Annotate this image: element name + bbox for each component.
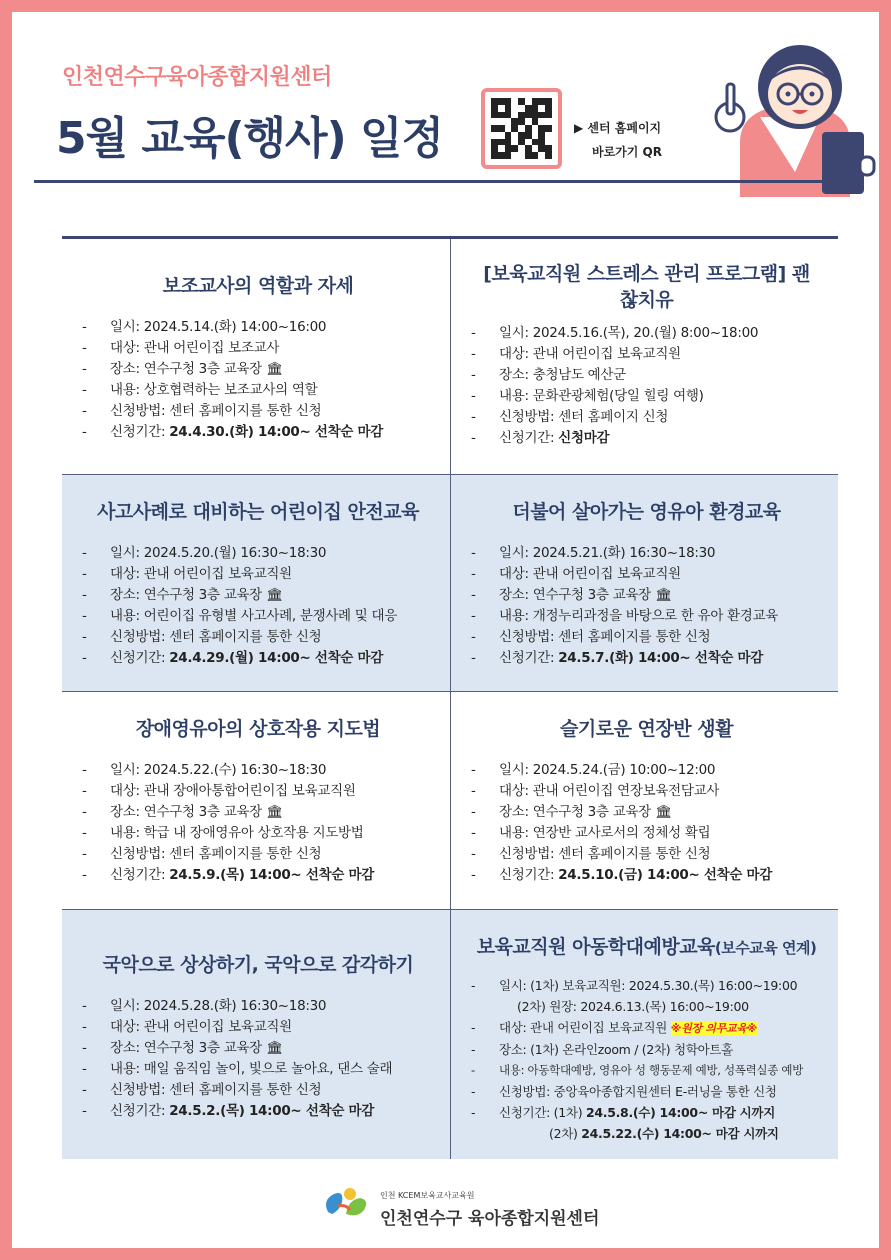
event-method: - 신청방법: 센터 홈페이지를 통한 신청 bbox=[76, 1080, 440, 1101]
event-details bbox=[465, 975, 828, 1144]
event-cell-6 bbox=[450, 692, 838, 909]
event-content: - 내용: 문화관광체험(당일 힐링 여행) bbox=[465, 386, 828, 407]
event-content: - 내용: 아동학대예방, 영유아 성 행동문제 예방, 성폭력실종 예방 bbox=[465, 1060, 828, 1081]
event-period: - 신청기간: 24.5.2.(목) 14:00~ 선착순 마감 bbox=[76, 1101, 440, 1122]
event-title: 더불어 살아가는 영유아 환경교육 bbox=[512, 501, 781, 523]
event-date: - 일시: 2024.5.21.(화) 16:30~18:30 bbox=[465, 543, 828, 564]
event-title: 슬기로운 연장반 생활 bbox=[560, 718, 733, 740]
footer-subtitle: 인천 KCEM보육교사교육원 bbox=[380, 1191, 475, 1200]
qr-code-pattern bbox=[491, 98, 552, 159]
event-method: - 신청방법: 센터 홈페이지를 통한 신청 bbox=[465, 627, 828, 648]
event-cell-4 bbox=[450, 475, 838, 691]
event-date: - 일시: 2024.5.24.(금) 10:00~12:00 bbox=[465, 760, 828, 781]
event-place: - 장소: 연수구청 3층 교육장 🏛 bbox=[76, 585, 440, 606]
event-period: - 신청기간: 신청마감 bbox=[465, 428, 828, 449]
event-place: - 장소: (1차) 온라인zoom / (2차) 청학아트홀 bbox=[465, 1039, 828, 1060]
event-method: - 신청방법: 센터 홈페이지를 통한 신청 bbox=[76, 627, 440, 648]
event-period: - 신청기간: 24.5.10.(금) 14:00~ 선착순 마감 bbox=[465, 865, 828, 886]
qr-caption-line-2: 바로가기 QR bbox=[592, 145, 662, 159]
event-target: - 대상: 관내 장애아통합어린이집 보육교직원 bbox=[76, 781, 440, 802]
event-content: - 내용: 연장반 교사로서의 정체성 확립 bbox=[465, 823, 828, 844]
event-cell-2 bbox=[450, 239, 838, 474]
event-details bbox=[76, 996, 440, 1122]
event-details bbox=[76, 760, 440, 886]
event-content: - 내용: 학급 내 장애영유아 상호작용 지도방법 bbox=[76, 823, 440, 844]
event-content: - 내용: 매일 움직임 놀이, 빛으로 놀아요, 댄스 술래 bbox=[76, 1059, 440, 1080]
event-date: - 일시: 2024.5.16.(목), 20.(월) 8:00~18:00 bbox=[465, 323, 828, 344]
event-date: - 일시: (1차) 보육교직원: 2024.5.30.(목) 16:00~19:00 bbox=[465, 975, 828, 996]
teacher-mascot-illustration bbox=[700, 32, 880, 197]
page-title: 5월 교육(행사) 일정 bbox=[56, 113, 443, 164]
event-period: - 신청기간: 24.5.9.(목) 14:00~ 선착순 마감 bbox=[76, 865, 440, 886]
event-method: - 신청방법: 중앙육아종합지원센터 E-러닝을 통한 신청 bbox=[465, 1081, 828, 1102]
event-title: 보조교사의 역할과 자세 bbox=[162, 275, 354, 297]
event-target: - 대상: 관내 어린이집 연장보육전담교사 bbox=[465, 781, 828, 802]
event-details bbox=[76, 543, 440, 669]
event-target: - 대상: 관내 어린이집 보육교직원 bbox=[76, 564, 440, 585]
event-place: - 장소: 연수구청 3층 교육장 🏛 bbox=[76, 1038, 440, 1059]
event-title: 장애영유아의 상호작용 지도법 bbox=[135, 718, 381, 740]
footer-center-name: 인천연수구 육아종합지원센터 bbox=[380, 1209, 600, 1229]
event-details bbox=[465, 760, 828, 886]
event-method: - 신청방법: 센터 홈페이지를 통한 신청 bbox=[465, 844, 828, 865]
page-sheet bbox=[12, 12, 879, 1248]
center-logo-icon bbox=[320, 1184, 372, 1220]
event-title: [보육교직원 스트레스 관리 프로그램] 괜찮치유 bbox=[483, 263, 810, 311]
event-target: - 대상: 관내 어린이집 보육교직원 ※원장 의무교육※ bbox=[465, 1017, 828, 1039]
qr-caption bbox=[574, 116, 684, 164]
event-content: - 내용: 개정누리과정을 바탕으로 한 유아 환경교육 bbox=[465, 606, 828, 627]
schedule-table bbox=[62, 236, 838, 1159]
event-cell-7 bbox=[62, 910, 450, 1159]
event-cell-5 bbox=[62, 692, 450, 909]
event-content: - 내용: 상호협력하는 보조교사의 역할 bbox=[76, 380, 440, 401]
event-date: - 일시: 2024.5.28.(화) 16:30~18:30 bbox=[76, 996, 440, 1017]
center-name: 인천연수구육아종합지원센터 bbox=[62, 65, 332, 90]
header-divider bbox=[34, 180, 834, 183]
event-cell-3 bbox=[62, 475, 450, 691]
event-method: - 신청방법: 센터 홈페이지를 통한 신청 bbox=[76, 844, 440, 865]
event-title: 보육교직원 아동학대예방교육(보수교육 연계) bbox=[476, 936, 817, 958]
event-place: - 장소: 연수구청 3층 교육장 🏛 bbox=[465, 585, 828, 606]
event-period: - 신청기간: 24.4.30.(화) 14:00~ 선착순 마감 bbox=[76, 422, 440, 443]
event-place: - 장소: 연수구청 3층 교육장 🏛 bbox=[76, 802, 440, 823]
event-date: - 일시: 2024.5.14.(화) 14:00~16:00 bbox=[76, 317, 440, 338]
event-period: - 신청기간: 24.5.7.(화) 14:00~ 선착순 마감 bbox=[465, 648, 828, 669]
footer-logo bbox=[320, 1178, 620, 1238]
event-title: 국악으로 상상하기, 국악으로 감각하기 bbox=[102, 954, 414, 976]
event-place: - 장소: 연수구청 3층 교육장 🏛 bbox=[465, 802, 828, 823]
event-period: - 신청기간: 24.4.29.(월) 14:00~ 선착순 마감 bbox=[76, 648, 440, 669]
event-method: - 신청방법: 센터 홈페이지를 통한 신청 bbox=[76, 401, 440, 422]
qr-code[interactable] bbox=[481, 88, 562, 169]
event-details bbox=[465, 543, 828, 669]
event-period-2: (2차) 24.5.22.(수) 14:00~ 마감 시까지 bbox=[549, 1126, 779, 1141]
event-content: - 내용: 어린이집 유형별 사고사례, 분쟁사례 및 대응 bbox=[76, 606, 440, 627]
event-target: - 대상: 관내 어린이집 보조교사 bbox=[76, 338, 440, 359]
event-target: - 대상: 관내 어린이집 보육교직원 bbox=[76, 1017, 440, 1038]
event-period: - 신청기간: (1차) 24.5.8.(수) 14:00~ 마감 시까지 bbox=[465, 1102, 828, 1123]
event-method: - 신청방법: 센터 홈페이지 신청 bbox=[465, 407, 828, 428]
qr-caption-line-1: ▶ 센터 홈페이지 bbox=[574, 121, 662, 135]
event-cell-8 bbox=[450, 910, 838, 1159]
event-date-2: (2차) 원장: 2024.6.13.(목) 16:00~19:00 bbox=[517, 999, 749, 1014]
event-date: - 일시: 2024.5.22.(수) 16:30~18:30 bbox=[76, 760, 440, 781]
event-target: - 대상: 관내 어린이집 보육교직원 bbox=[465, 344, 828, 365]
event-details bbox=[76, 317, 440, 443]
event-details bbox=[465, 323, 828, 449]
event-cell-1 bbox=[62, 239, 450, 474]
event-title: 사고사례로 대비하는 어린이집 안전교육 bbox=[97, 501, 419, 523]
target-note-highlight: ※원장 의무교육※ bbox=[670, 1022, 757, 1035]
event-place: - 장소: 충청남도 예산군 bbox=[465, 365, 828, 386]
event-place: - 장소: 연수구청 3층 교육장 🏛 bbox=[76, 359, 440, 380]
event-date: - 일시: 2024.5.20.(월) 16:30~18:30 bbox=[76, 543, 440, 564]
event-target: - 대상: 관내 어린이집 보육교직원 bbox=[465, 564, 828, 585]
